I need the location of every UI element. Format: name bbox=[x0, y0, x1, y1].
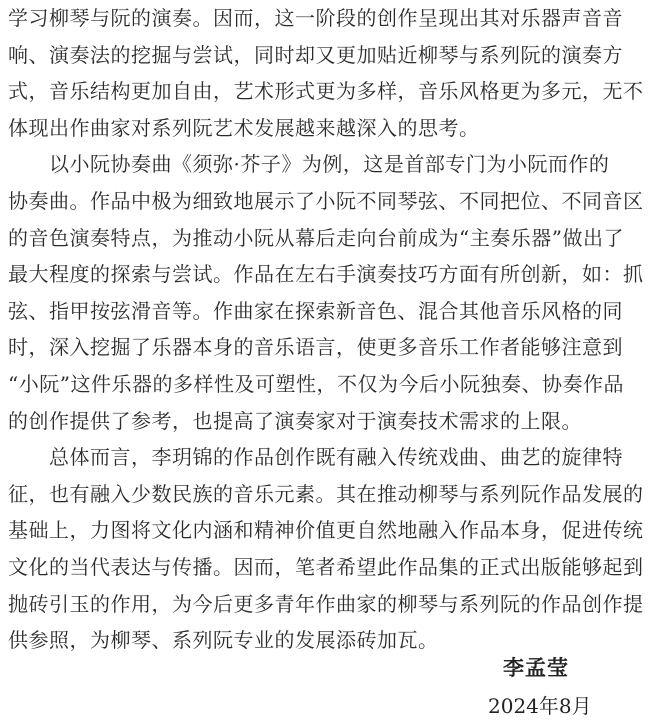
text-line: 最大程度的探索与尝试。作品在左右手演奏技巧方面有所创新，如：抓 bbox=[8, 262, 644, 287]
text-line: 基础上，力图将文化内涵和精神价值更自然地融入作品本身，促进传统 bbox=[8, 518, 644, 543]
signature-date: 2024年8月 bbox=[488, 694, 592, 718]
text-line: 的音色演奏特点，为推动小阮从幕后走向台前成为“主奏乐器”做出了 bbox=[8, 225, 624, 250]
text-line: 式，音乐结构更加自由，艺术形式更为多样，音乐风格更为多元，无不 bbox=[8, 79, 644, 104]
text-line: 体现出作曲家对系列阮艺术发展越来越深入的思考。 bbox=[8, 115, 480, 140]
paragraph bbox=[8, 0, 644, 146]
text-line: 响、演奏法的挖掘与尝试，同时却又更加贴近柳琴与系列阮的演奏方 bbox=[8, 42, 623, 67]
text-line: “小阮”这件乐器的多样性及可塑性，不仅为今后小阮独奏、协奏作品 bbox=[8, 371, 624, 396]
text-line: 文化的当代表达与传播。因而，笔者希望此作品集的正式出版能够起到 bbox=[8, 554, 644, 579]
text-line: 弦、指甲按弦滑音等。作曲家在探索新音色、混合其他音乐风格的同 bbox=[8, 298, 623, 323]
text-line: 抛砖引玉的作用，为今后更多青年作曲家的柳琴与系列阮的作品创作提 bbox=[8, 591, 644, 616]
text-line: 供参照，为柳琴、系列阮专业的发展添砖加瓦。 bbox=[8, 628, 439, 653]
text-line: 协奏曲。作品中极为细致地展示了小阮不同琴弦、不同把位、不同音区 bbox=[8, 188, 644, 213]
paragraph bbox=[8, 439, 644, 659]
text-line: 总体而言，李玥锦的作品创作既有融入传统戏曲、曲艺的旋律特 bbox=[8, 445, 623, 470]
text-line: 学习柳琴与阮的演奏。因而，这一阶段的创作呈现出其对乐器声音音 bbox=[8, 6, 623, 30]
text-line: 以小阮协奏曲《须弥·芥子》为例，这是首部专门为小阮而作的 bbox=[8, 152, 610, 177]
author-signature: 李孟莹 bbox=[503, 656, 569, 680]
document-body bbox=[8, 0, 644, 659]
paragraph bbox=[8, 146, 644, 439]
text-line: 征，也有融入少数民族的音乐元素。其在推动柳琴与系列阮作品发展的 bbox=[8, 481, 644, 506]
text-line: 的创作提供了参考，也提高了演奏家对于演奏技术需求的上限。 bbox=[8, 408, 582, 433]
text-line: 时，深入挖掘了乐器本身的音乐语言，使更多音乐工作者能够注意到 bbox=[8, 335, 623, 360]
